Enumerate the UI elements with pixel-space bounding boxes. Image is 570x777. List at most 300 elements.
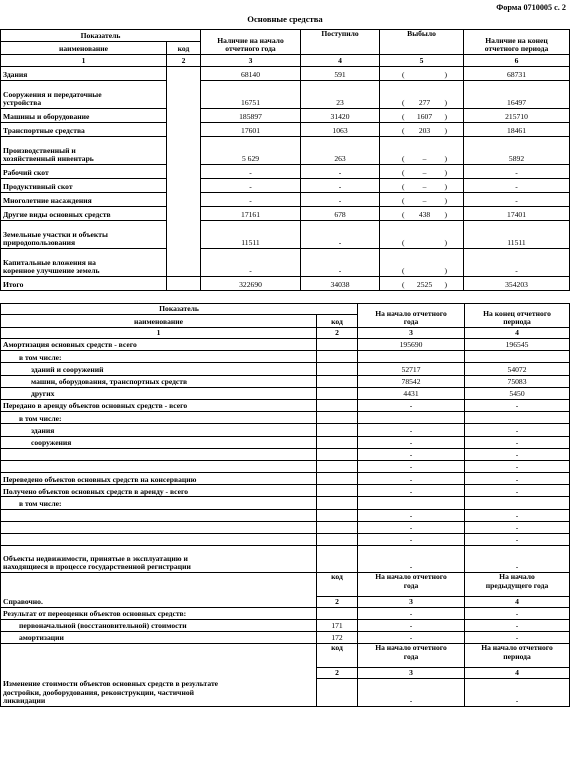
row-code xyxy=(317,387,358,399)
table-row xyxy=(1,123,570,137)
row-end: 54072 xyxy=(465,363,570,375)
row-start: - xyxy=(358,399,465,411)
header-code: код xyxy=(317,315,358,328)
row-disposed xyxy=(380,137,464,165)
row-end: - xyxy=(465,436,570,448)
row-start: - xyxy=(201,165,301,179)
open-paren: ( xyxy=(402,280,405,290)
column-number: 2 xyxy=(317,328,358,339)
open-paren: ( xyxy=(402,196,405,206)
text-line: Объекты недвижимости, принятые в эксплуатацию и xyxy=(3,553,188,563)
row-code xyxy=(317,679,358,707)
row-code xyxy=(317,546,358,573)
table-row xyxy=(1,207,570,221)
row-end: 5892 xyxy=(464,137,570,165)
column-number: 1 xyxy=(1,328,317,339)
column-number: 4 xyxy=(465,668,570,679)
row-name xyxy=(1,546,317,573)
table-row xyxy=(1,473,570,485)
row-start: - xyxy=(358,679,465,707)
table-row xyxy=(1,193,570,207)
row-start: 16751 xyxy=(201,81,301,109)
text-line: Рабочий скот xyxy=(3,168,49,178)
header-name: наименование xyxy=(1,315,317,328)
row-disposed xyxy=(380,123,464,137)
row-end: - xyxy=(465,509,570,521)
open-paren: ( xyxy=(402,70,405,80)
disposed-value: 203 xyxy=(418,126,431,136)
close-paren: ) xyxy=(444,266,448,276)
header-col3 xyxy=(358,644,465,668)
row-start: 17601 xyxy=(201,123,301,137)
text-line: На начало отчетного xyxy=(481,643,553,653)
row-end: - xyxy=(464,179,570,193)
row-name xyxy=(1,67,167,81)
row-code xyxy=(167,137,201,165)
header-end xyxy=(465,304,570,328)
row-name xyxy=(1,179,167,193)
row-start: - xyxy=(358,632,465,644)
close-paren: ) xyxy=(444,238,448,248)
row-name xyxy=(1,109,167,123)
row-end: - xyxy=(465,679,570,707)
text-line: периода xyxy=(503,651,531,661)
row-start: - xyxy=(358,620,465,632)
row-start: 68140 xyxy=(201,67,301,81)
row-code xyxy=(167,179,201,193)
row-received: 678 xyxy=(301,207,380,221)
disposed-value: – xyxy=(422,196,427,206)
table-row xyxy=(1,448,570,460)
row-received: 1063 xyxy=(301,123,380,137)
row-name xyxy=(1,221,167,249)
table-row xyxy=(1,509,570,521)
row-name: амортизации xyxy=(1,632,317,644)
open-paren: ( xyxy=(402,154,405,164)
row-name xyxy=(1,193,167,207)
row-name xyxy=(1,123,167,137)
row-name xyxy=(1,521,317,533)
row-end: 16497 xyxy=(464,81,570,109)
row-start: 11511 xyxy=(201,221,301,249)
text-line: Машины и оборудование xyxy=(3,112,90,122)
row-received: 34038 xyxy=(301,277,380,291)
table-row xyxy=(1,249,570,277)
column-number: 3 xyxy=(201,55,301,67)
row-name xyxy=(1,207,167,221)
row-start: - xyxy=(358,534,465,546)
disposed-value: – xyxy=(422,154,427,164)
text-line: Изменение стоимости объектов основных средств в результате xyxy=(3,679,219,689)
disposed-value: 438 xyxy=(418,210,431,220)
row-end: - xyxy=(465,424,570,436)
row-end: 11511 xyxy=(464,221,570,249)
text-line: года xyxy=(403,580,419,590)
header-code: код xyxy=(317,573,358,597)
text-line: находящиеся в процессе государственной регистрации xyxy=(3,562,191,572)
row-end: 215710 xyxy=(464,109,570,123)
row-name: машин, оборудования, транспортных средств xyxy=(1,375,317,387)
header-indicator: Показатель xyxy=(1,304,358,315)
table-row xyxy=(1,632,570,644)
close-paren: ) xyxy=(444,196,447,206)
change-name xyxy=(1,644,317,707)
row-end: - xyxy=(465,546,570,573)
row-end xyxy=(465,497,570,509)
row-start: - xyxy=(358,485,465,497)
row-end: - xyxy=(465,399,570,411)
row-end xyxy=(465,351,570,363)
text-line: отчетного года xyxy=(225,44,276,54)
row-code: 172 xyxy=(317,632,358,644)
row-code xyxy=(317,363,358,375)
text-line: На начало xyxy=(499,572,535,582)
row-start: 185897 xyxy=(201,109,301,123)
table-row xyxy=(1,399,570,411)
row-name: сооружения xyxy=(1,436,317,448)
page-title: Основные средства xyxy=(247,14,323,24)
text-line: Многолетние насаждения xyxy=(3,196,92,206)
row-start: - xyxy=(358,509,465,521)
row-name: Амортизация основных средств - всего xyxy=(1,339,317,351)
text-line: Производственный и xyxy=(3,145,76,155)
row-name xyxy=(1,460,317,472)
row-code xyxy=(167,277,201,291)
table-row xyxy=(1,109,570,123)
row-start: 52717 xyxy=(358,363,465,375)
row-start: - xyxy=(201,249,301,277)
row-disposed xyxy=(380,165,464,179)
row-start xyxy=(358,351,465,363)
text-line: Продуктивный скот xyxy=(3,182,73,192)
row-disposed xyxy=(380,109,464,123)
column-number: 3 xyxy=(358,668,465,679)
text-line: Здания xyxy=(3,70,28,80)
table-row xyxy=(1,179,570,193)
open-paren: ( xyxy=(402,168,405,178)
row-code xyxy=(317,351,358,363)
row-code: 171 xyxy=(317,620,358,632)
row-received: 31420 xyxy=(301,109,380,123)
row-start xyxy=(358,412,465,424)
row-start: - xyxy=(358,436,465,448)
open-paren: ( xyxy=(402,126,405,136)
open-paren: ( xyxy=(402,210,405,220)
row-name: других xyxy=(1,387,317,399)
row-code xyxy=(167,193,201,207)
row-end: 5450 xyxy=(465,387,570,399)
header-disposed: Выбыло xyxy=(380,30,464,55)
row-code xyxy=(317,497,358,509)
row-received: - xyxy=(301,179,380,193)
row-disposed xyxy=(380,249,464,277)
text-line: достройки, дооборудования, реконструкции, частичной xyxy=(3,687,194,697)
column-number: 1 xyxy=(1,55,167,67)
column-number: 2 xyxy=(167,55,201,67)
row-start: 5 629 xyxy=(201,137,301,165)
row-end: - xyxy=(465,632,570,644)
column-number: 2 xyxy=(317,597,358,608)
table-row xyxy=(1,351,570,363)
row-name: первоначальной (восстановительной) стоимости xyxy=(1,620,317,632)
text-line: Капитальные вложения на xyxy=(3,257,96,267)
row-start: 195690 xyxy=(358,339,465,351)
text-line: года xyxy=(403,317,419,327)
column-number: 2 xyxy=(317,668,358,679)
row-end: 75083 xyxy=(465,375,570,387)
depreciation-table xyxy=(0,303,570,707)
text-line: хозяйственный инвентарь xyxy=(3,154,94,164)
row-disposed xyxy=(380,67,464,81)
row-name: в том числе: xyxy=(1,412,317,424)
reference-title: Справочно. xyxy=(1,573,317,608)
column-number: 4 xyxy=(465,597,570,608)
row-start: - xyxy=(358,473,465,485)
text-line: На начало отчетного xyxy=(375,643,447,653)
text-line: года xyxy=(403,651,419,661)
row-disposed xyxy=(380,221,464,249)
row-code xyxy=(317,509,358,521)
table-row xyxy=(1,165,570,179)
text-line: природопользования xyxy=(3,238,76,248)
row-disposed xyxy=(380,207,464,221)
header-start xyxy=(201,30,301,55)
row-name xyxy=(1,137,167,165)
open-paren: ( xyxy=(402,266,405,276)
row-end xyxy=(465,412,570,424)
row-name: Получено объектов основных средств в аренду - всего xyxy=(1,485,317,497)
table-row xyxy=(1,497,570,509)
row-start: 17161 xyxy=(201,207,301,221)
text-line: Транспортные средства xyxy=(3,126,85,136)
text-line: ликвидации xyxy=(3,696,46,706)
form-number: Форма 0710005 с. 2 xyxy=(496,3,566,12)
row-code xyxy=(167,109,201,123)
row-received: 23 xyxy=(301,81,380,109)
table-row xyxy=(1,608,570,620)
table-row xyxy=(1,221,570,249)
row-disposed xyxy=(380,81,464,109)
row-start: - xyxy=(358,424,465,436)
row-disposed xyxy=(380,193,464,207)
row-code xyxy=(317,339,358,351)
row-end: - xyxy=(465,534,570,546)
text-line: На конец отчетного xyxy=(483,308,551,318)
open-paren: ( xyxy=(402,112,405,122)
row-code xyxy=(317,521,358,533)
disposed-value: 1607 xyxy=(416,112,433,122)
row-name: здания xyxy=(1,424,317,436)
column-number: 6 xyxy=(464,55,570,67)
header-received: Поступило xyxy=(301,30,380,55)
text-line: коренное улучшение земель xyxy=(3,266,100,276)
open-paren: ( xyxy=(402,238,405,248)
close-paren: ) xyxy=(444,280,448,290)
row-code xyxy=(317,534,358,546)
disposed-value: – xyxy=(422,168,427,178)
row-start: - xyxy=(201,193,301,207)
disposed-value: – xyxy=(422,182,427,192)
header-code: код xyxy=(167,42,201,55)
row-end: - xyxy=(465,521,570,533)
row-end: 196545 xyxy=(465,339,570,351)
row-disposed xyxy=(380,179,464,193)
row-code xyxy=(317,424,358,436)
row-code xyxy=(317,473,358,485)
row-start: 78542 xyxy=(358,375,465,387)
row-code xyxy=(167,207,201,221)
column-number: 3 xyxy=(358,597,465,608)
row-name xyxy=(1,448,317,460)
row-received: - xyxy=(301,165,380,179)
row-code xyxy=(167,81,201,109)
table-row xyxy=(1,412,570,424)
row-start: - xyxy=(358,521,465,533)
row-code xyxy=(167,165,201,179)
column-number: 3 xyxy=(358,328,465,339)
text-line: Наличие на начало xyxy=(217,35,284,45)
row-name: Переведено объектов основных средств на консервацию xyxy=(1,473,317,485)
row-name: зданий и сооружений xyxy=(1,363,317,375)
row-received: - xyxy=(301,221,380,249)
table-row xyxy=(1,534,570,546)
row-end: - xyxy=(465,473,570,485)
row-code xyxy=(167,123,201,137)
row-start: - xyxy=(358,448,465,460)
table-row xyxy=(1,387,570,399)
row-start: 4431 xyxy=(358,387,465,399)
disposed-value: 277 xyxy=(418,98,431,108)
text-line: Земельные участки и объекты xyxy=(3,229,108,239)
row-received: 263 xyxy=(301,137,380,165)
text-line: На начало отчетного xyxy=(375,308,447,318)
row-code xyxy=(167,67,201,81)
close-paren: ) xyxy=(444,154,447,164)
table-row xyxy=(1,485,570,497)
row-received: 591 xyxy=(301,67,380,81)
row-name xyxy=(1,509,317,521)
row-end: - xyxy=(465,485,570,497)
row-end: 17401 xyxy=(464,207,570,221)
text-line: Сооружения и передаточные xyxy=(3,89,102,99)
row-end: 354203 xyxy=(464,277,570,291)
table-row xyxy=(1,460,570,472)
row-end: - xyxy=(464,249,570,277)
row-start xyxy=(358,497,465,509)
table-row xyxy=(1,521,570,533)
header-code: код xyxy=(317,644,358,668)
text-line: устройства xyxy=(3,98,42,108)
close-paren: ) xyxy=(444,98,447,108)
close-paren: ) xyxy=(444,126,447,136)
row-received: - xyxy=(301,249,380,277)
close-paren: ) xyxy=(444,112,448,122)
row-end: - xyxy=(464,193,570,207)
row-code xyxy=(317,412,358,424)
table-row xyxy=(1,424,570,436)
row-name: в том числе: xyxy=(1,351,317,363)
header-name: наименование xyxy=(1,42,167,55)
row-code xyxy=(167,221,201,249)
close-paren: ) xyxy=(444,168,447,178)
text-line: отчетного периода xyxy=(484,44,549,54)
header-start xyxy=(358,304,465,328)
row-start: - xyxy=(358,460,465,472)
table-row xyxy=(1,67,570,81)
text-line: периода xyxy=(503,317,531,327)
table-row xyxy=(1,363,570,375)
row-code xyxy=(317,375,358,387)
row-start: - xyxy=(358,608,465,620)
header-col4 xyxy=(465,644,570,668)
row-disposed xyxy=(380,277,464,291)
table-row xyxy=(1,277,570,291)
header-end xyxy=(464,30,570,55)
column-number: 4 xyxy=(301,55,380,67)
row-name xyxy=(1,534,317,546)
row-name: в том числе: xyxy=(1,497,317,509)
table-row xyxy=(1,339,570,351)
table-row xyxy=(1,375,570,387)
row-name xyxy=(1,249,167,277)
table-row xyxy=(1,137,570,165)
header-col4 xyxy=(465,573,570,597)
open-paren: ( xyxy=(402,182,405,192)
row-code xyxy=(317,399,358,411)
table-row xyxy=(1,81,570,109)
column-number: 5 xyxy=(380,55,464,67)
row-start: - xyxy=(201,179,301,193)
text-line: предыдущего года xyxy=(485,580,549,590)
row-end: - xyxy=(465,448,570,460)
table-row xyxy=(1,546,570,573)
header-col3 xyxy=(358,573,465,597)
header-indicator: Показатель xyxy=(1,30,201,42)
row-start: 322690 xyxy=(201,277,301,291)
row-code xyxy=(317,460,358,472)
text-line: Итого xyxy=(3,280,24,290)
row-code xyxy=(317,485,358,497)
row-code xyxy=(317,436,358,448)
row-end: - xyxy=(465,608,570,620)
text-line: Наличие на конец xyxy=(485,35,548,45)
fixed-assets-movement-table xyxy=(0,29,570,291)
disposed-value: 2525 xyxy=(416,280,433,290)
row-code xyxy=(317,608,358,620)
row-name xyxy=(1,277,167,291)
table-row xyxy=(1,436,570,448)
close-paren: ) xyxy=(444,210,447,220)
close-paren: ) xyxy=(444,182,447,192)
row-end: - xyxy=(465,620,570,632)
close-paren: ) xyxy=(444,70,448,80)
row-code xyxy=(167,249,201,277)
column-number: 4 xyxy=(465,328,570,339)
row-name xyxy=(1,81,167,109)
row-code xyxy=(317,448,358,460)
row-start: - xyxy=(358,546,465,573)
row-name xyxy=(1,165,167,179)
row-end: - xyxy=(465,460,570,472)
text-line: Другие виды основных средств xyxy=(3,210,111,220)
row-name: Передано в аренду объектов основных средств - всего xyxy=(1,399,317,411)
open-paren: ( xyxy=(402,98,405,108)
row-end: 68731 xyxy=(464,67,570,81)
row-end: 18461 xyxy=(464,123,570,137)
row-name: Результат от переоценки объектов основных средств: xyxy=(1,608,317,620)
row-end: - xyxy=(464,165,570,179)
table-row xyxy=(1,620,570,632)
